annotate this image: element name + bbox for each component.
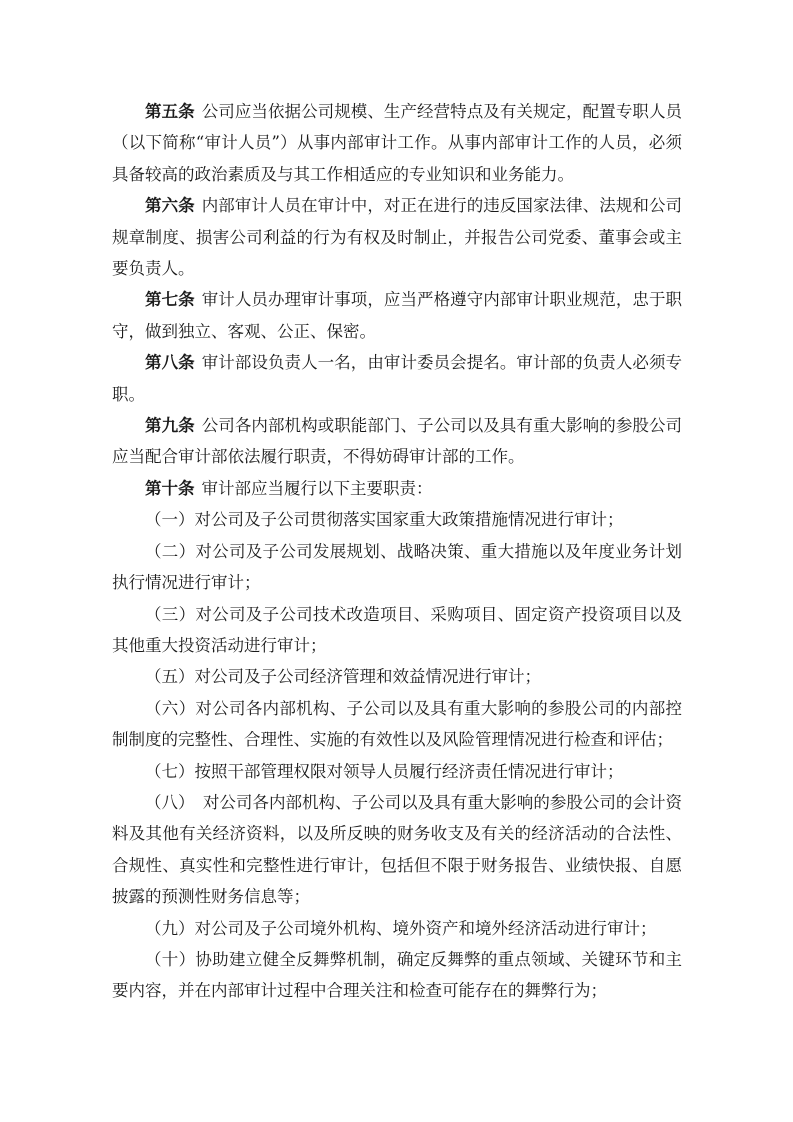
document-content (112, 96, 682, 1007)
article-paragraph-5 (112, 96, 682, 190)
list-item-1: （一）对公司及子公司贯彻落实国家重大政策措施情况进行审计； (145, 510, 624, 530)
article-paragraph-7 (112, 284, 682, 347)
list-item-7: （七）按照干部管理权限对领导人员履行经济责任情况进行审计； (145, 761, 624, 781)
list-item-5: （五）对公司及子公司经济管理和效益情况进行审计； (145, 667, 541, 687)
article-number: 第六条 (145, 196, 195, 216)
list-item-6: （六）对公司各内部机构、子公司以及具有重大影响的参股公司的内部控制制度的完整性、合理性、实施的有效性以及风险管理情况进行检查和评估； (112, 698, 682, 750)
article-paragraph-6 (112, 190, 682, 284)
article-paragraph-10 (112, 473, 682, 504)
list-item-8: （八） 对公司各内部机构、子公司以及具有重大影响的参股公司的会计资料及其他有关经济资料，以及所反映的财务收支及有关的经济活动的合法性、合规性、真实性和完整性进行审计，包括但不限于财务报告、业绩快报、自愿披露的预测性财务信息等； (112, 792, 682, 907)
list-item-2: （二）对公司及子公司发展规划、战略决策、重大措施以及年度业务计划执行情况进行审计； (112, 541, 682, 593)
article-text: 公司应当依据公司规模、生产经营特点及有关规定，配置专职人员（以下简称“审计人员”）从事内部审计工作。从事内部审计工作的人员，必须具备较高的政治素质及与其工作相适应的专业知识和业务能力。 (112, 102, 683, 184)
article-text: 审计部应当履行以下主要职责： (201, 478, 433, 498)
article-text: 内部审计人员在审计中，对正在进行的违反国家法律、法规和公司规章制度、损害公司利益的行为有权及时制止，并报告公司党委、董事会或主要负责人。 (112, 196, 683, 279)
article-number: 第九条 (145, 416, 195, 436)
article-text: 审计人员办理审计事项，应当严格遵守内部审计职业规范，忠于职守，做到独立、客观、公正、保密。 (112, 290, 683, 341)
article-text: 公司各内部机构或职能部门、子公司以及具有重大影响的参股公司应当配合审计部依法履行职责，不得妨碍审计部的工作。 (112, 416, 683, 467)
list-item-10: （十）协助建立健全反舞弊机制，确定反舞弊的重点领域、关键环节和主要内容，并在内部审计过程中合理关注和检查可能存在的舞弊行为； (112, 949, 682, 1001)
article-number: 第八条 (145, 353, 195, 373)
article-text: 审计部设负责人一名，由审计委员会提名。审计部的负责人必须专职。 (112, 353, 683, 404)
article-number: 第十条 (145, 478, 195, 498)
article-number: 第七条 (145, 290, 195, 310)
list-item-3: （三）对公司及子公司技术改造项目、采购项目、固定资产投资项目以及其他重大投资活动进行审计； (112, 604, 682, 655)
list-item-9: （九）对公司及子公司境外机构、境外资产和境外经济活动进行审计； (145, 918, 657, 938)
article-paragraph-8 (112, 347, 682, 410)
article-number: 第五条 (145, 102, 195, 121)
article-paragraph-9 (112, 410, 682, 473)
